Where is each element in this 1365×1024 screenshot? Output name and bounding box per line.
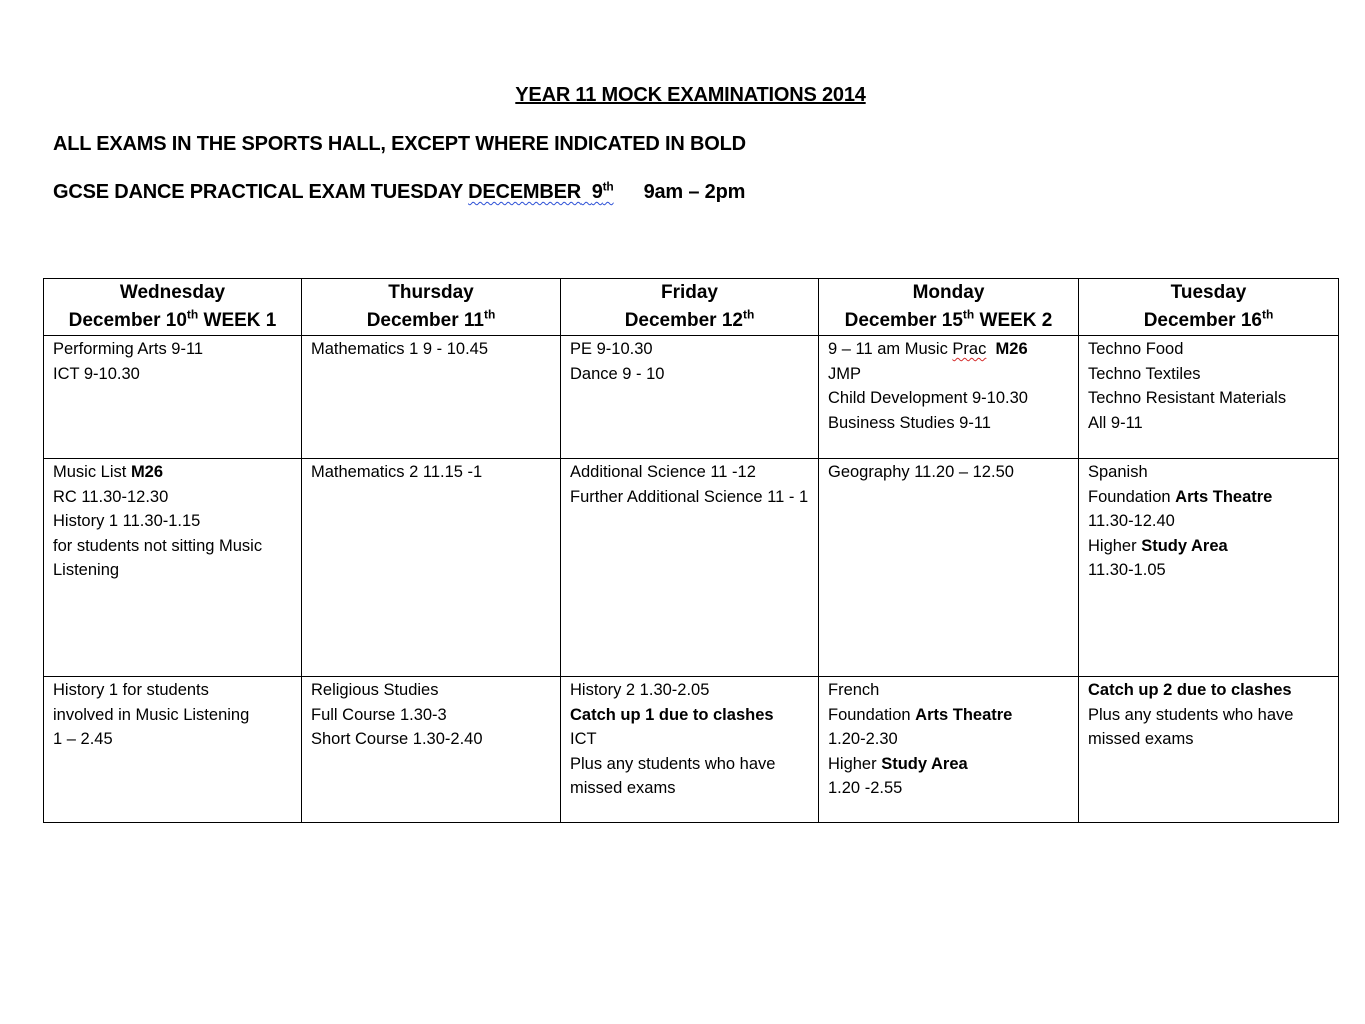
dance-day: 9 xyxy=(591,181,603,203)
exam-entry: RC 11.30-12.30 xyxy=(53,487,169,506)
column-header-wednesday xyxy=(44,279,302,336)
exam-entry: Foundation Arts Theatre xyxy=(1088,487,1273,506)
cell-wed-morning xyxy=(44,336,302,459)
header-day: Tuesday xyxy=(1170,282,1247,303)
exam-entry: Business Studies 9-11 xyxy=(828,413,991,432)
exam-entry: ICT 9-10.30 xyxy=(53,364,140,383)
header-day: Thursday xyxy=(388,282,474,303)
header-day: Wednesday xyxy=(119,282,226,303)
exam-entry: 11.30-12.40 xyxy=(1088,512,1175,530)
header-date: December 10th WEEK 1 xyxy=(68,307,277,331)
cell-wed-afternoon xyxy=(44,677,302,823)
exam-entry: PE 9-10.30 xyxy=(570,340,653,358)
exam-entry: Further Additional Science 11 - 1 xyxy=(570,487,809,506)
exam-entry: Short Course 1.30-2.40 xyxy=(311,730,483,748)
exam-entry: JMP xyxy=(828,364,861,383)
exam-entry: History 1 11.30-1.15 xyxy=(53,512,201,530)
header-date: December 12th xyxy=(624,307,755,331)
exam-entry: Full Course 1.30-3 xyxy=(311,705,447,724)
cell-fri-midday xyxy=(561,459,819,677)
header-date: December 15th WEEK 2 xyxy=(844,307,1053,331)
cell-fri-afternoon xyxy=(561,677,819,823)
document-title: YEAR 11 MOCK EXAMINATIONS 2014 xyxy=(515,84,866,106)
cell-mon-afternoon xyxy=(819,677,1079,823)
exam-entry: History 2 1.30-2.05 xyxy=(570,681,710,699)
cell-wed-midday xyxy=(44,459,302,677)
venue-notice: ALL EXAMS IN THE SPORTS HALL, EXCEPT WHERE INDICATED IN BOLD xyxy=(53,133,746,155)
exam-entry: Higher Study Area xyxy=(828,754,968,773)
exam-entry: ICT xyxy=(570,730,597,748)
cell-thu-afternoon xyxy=(302,677,561,823)
exam-entry: Catch up 1 due to clashes xyxy=(570,705,774,724)
header-date: December 16th xyxy=(1143,307,1274,331)
dance-prefix: GCSE DANCE PRACTICAL EXAM TUESDAY xyxy=(53,181,469,203)
exam-note: Plus any students who have missed exams xyxy=(570,754,776,797)
exam-entry: Mathematics 2 11.15 -1 xyxy=(311,463,483,481)
exam-entry: Techno Food xyxy=(1088,340,1184,358)
exam-entry: 1.20 -2.55 xyxy=(828,779,903,797)
exam-entry: 11.30-1.05 xyxy=(1088,561,1166,579)
exam-note: Plus any students who have missed exams xyxy=(1088,705,1294,748)
header-row xyxy=(44,279,1339,336)
exam-entry: French xyxy=(828,681,880,699)
cell-tue-morning xyxy=(1079,336,1339,459)
exam-entry: Religious Studies xyxy=(311,681,439,699)
dance-exam-notice xyxy=(53,181,745,204)
header-day: Friday xyxy=(660,282,719,303)
dance-month: DECEMBER xyxy=(468,181,581,203)
dance-time: 9am – 2pm xyxy=(643,181,746,203)
exam-entry: Performing Arts 9-11 xyxy=(53,340,204,358)
exam-entry: Mathematics 1 9 - 10.45 xyxy=(311,340,489,358)
exam-entry: Catch up 2 due to clashes xyxy=(1088,681,1292,699)
exam-entry: Additional Science 11 -12 xyxy=(570,463,756,481)
exam-timetable xyxy=(43,278,1339,823)
session-row-afternoon xyxy=(44,677,1339,823)
session-row-morning xyxy=(44,336,1339,459)
exam-entry: Geography 11.20 – 12.50 xyxy=(828,463,1014,481)
exam-entry: Techno Textiles xyxy=(1088,364,1201,383)
exam-note: for students not sitting Music Listening xyxy=(53,536,263,579)
exam-entry: Techno Resistant Materials xyxy=(1088,389,1287,407)
cell-tue-midday xyxy=(1079,459,1339,677)
exam-entry: 1 – 2.45 xyxy=(53,730,113,748)
column-header-monday xyxy=(819,279,1079,336)
exam-entry: Music List M26 xyxy=(53,463,164,481)
cell-fri-morning xyxy=(561,336,819,459)
cell-thu-midday xyxy=(302,459,561,677)
session-row-midday xyxy=(44,459,1339,677)
cell-thu-morning xyxy=(302,336,561,459)
column-header-thursday xyxy=(302,279,561,336)
column-header-tuesday xyxy=(1079,279,1339,336)
header-day: Monday xyxy=(912,282,985,303)
exam-entry: 1.20-2.30 xyxy=(828,730,898,748)
exam-entry: History 1 for students involved in Music Listening xyxy=(53,681,250,724)
exam-entry: Spanish xyxy=(1088,463,1148,481)
header-date: December 11th xyxy=(366,307,496,331)
exam-entry: Child Development 9-10.30 xyxy=(828,389,1028,407)
exam-entry: Dance 9 - 10 xyxy=(570,364,665,383)
column-header-friday xyxy=(561,279,819,336)
exam-entry: All 9-11 xyxy=(1088,413,1143,432)
cell-tue-afternoon xyxy=(1079,677,1339,823)
cell-mon-morning xyxy=(819,336,1079,459)
exam-entry: Higher Study Area xyxy=(1088,536,1228,555)
dance-date xyxy=(468,181,613,203)
exam-entry: 9 – 11 am Music Prac M26 xyxy=(828,340,1028,358)
exam-entry: Foundation Arts Theatre xyxy=(828,705,1013,724)
dance-day-suffix: th xyxy=(602,179,614,194)
cell-mon-midday xyxy=(819,459,1079,677)
